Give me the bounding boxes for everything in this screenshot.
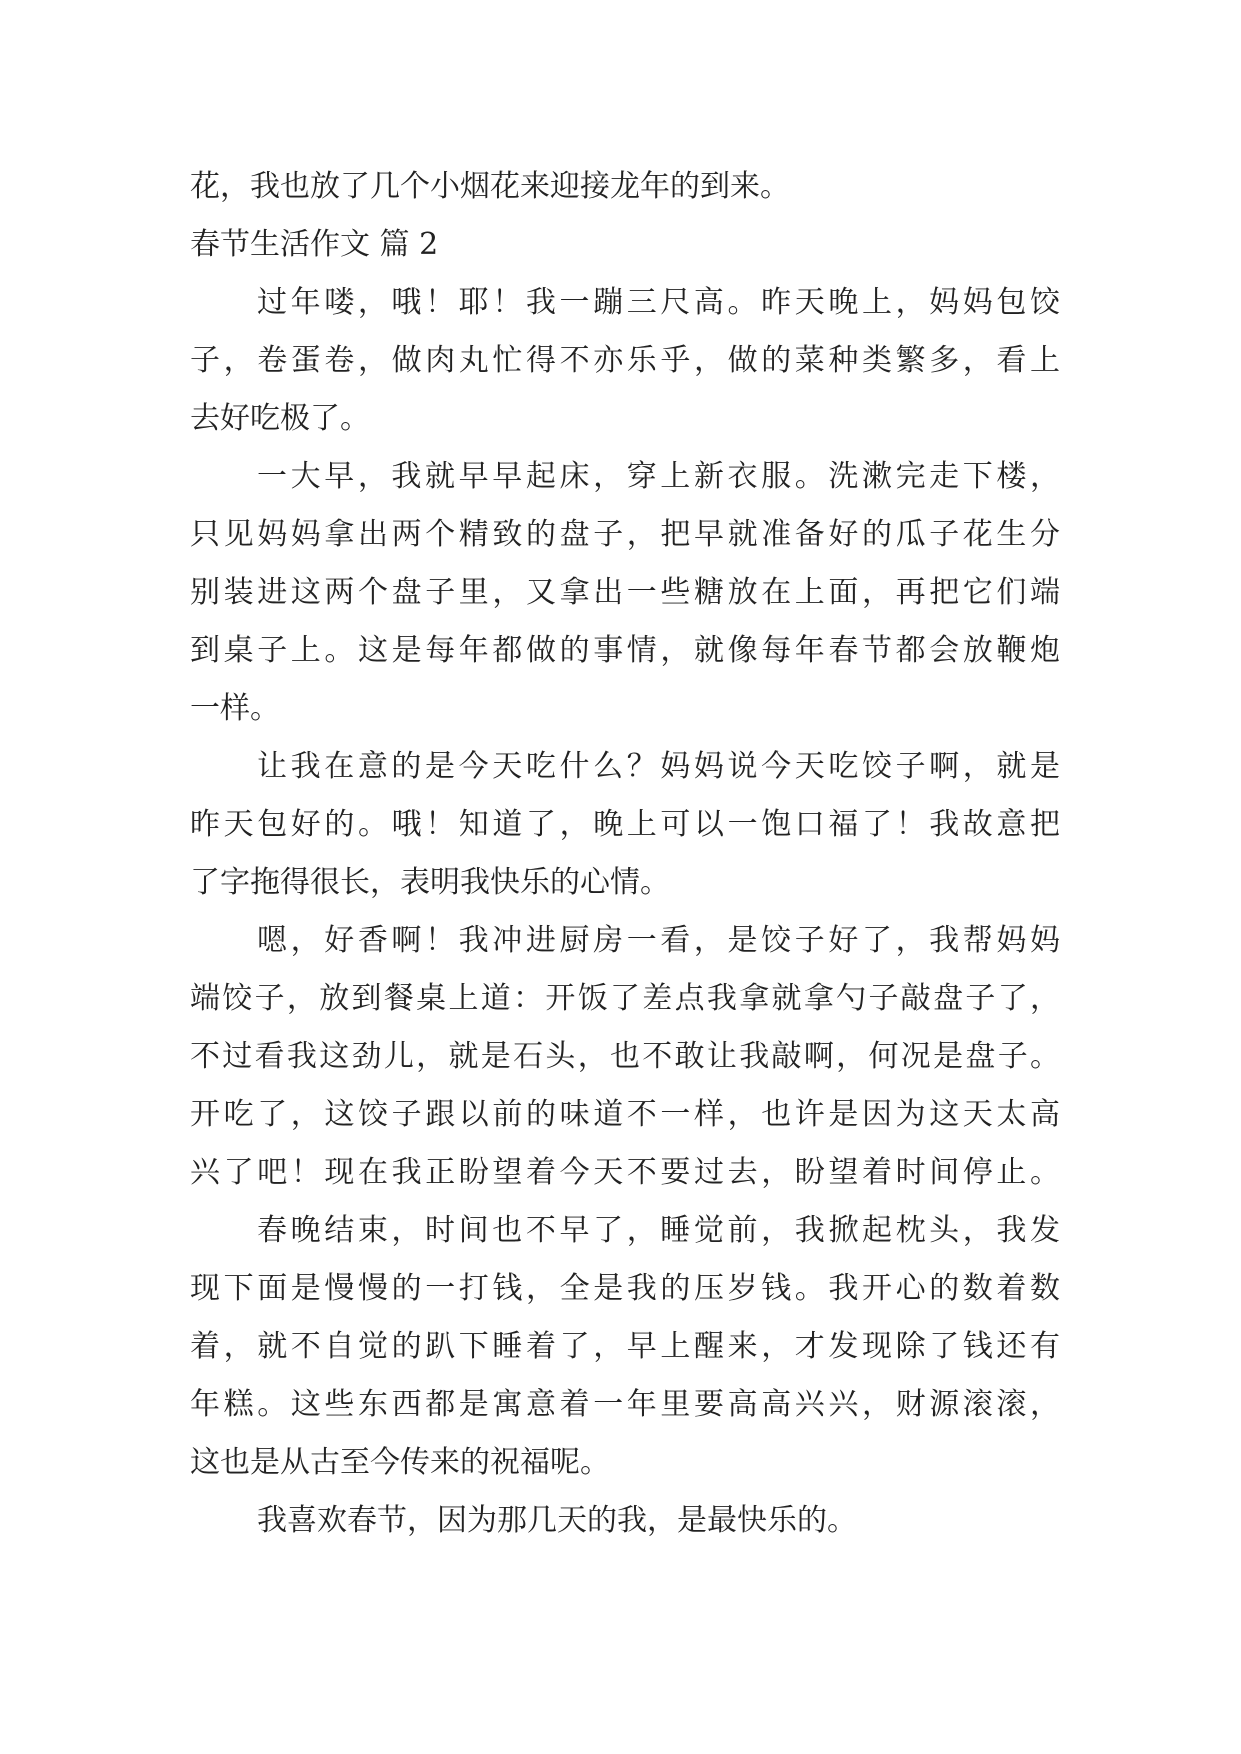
paragraph: [190, 1492, 1060, 1550]
paragraph-line: 端饺子，放到餐桌上道：开饭了差点我拿就拿勺子敲盘子了，: [190, 981, 1060, 1016]
paragraph-line: 一样。: [190, 691, 280, 726]
paragraph-line: 过年喽，哦！耶！我一蹦三尺高。昨天晚上，妈妈包饺: [257, 285, 1060, 320]
paragraph-line: 春晚结束，时间也不早了，睡觉前，我掀起枕头，我发: [257, 1213, 1060, 1248]
paragraph-line: 子，卷蛋卷，做肉丸忙得不亦乐乎，做的菜种类繁多，看上: [190, 343, 1060, 378]
paragraph: [190, 274, 1060, 448]
essay-body: [190, 158, 1060, 1550]
section-title: 春节生活作文 篇 2: [190, 227, 439, 262]
paragraph-line: 我喜欢春节，因为那几天的我，是最快乐的。: [257, 1503, 857, 1538]
carryover-line: 花，我也放了几个小烟花来迎接龙年的到来。: [190, 169, 790, 204]
paragraph-line: 嗯，好香啊！我冲进厨房一看，是饺子好了，我帮妈妈: [257, 923, 1060, 958]
paragraph: [190, 448, 1060, 738]
paragraph-line: 着，就不自觉的趴下睡着了，早上醒来，才发现除了钱还有: [190, 1329, 1060, 1364]
paragraph: [190, 1202, 1060, 1492]
paragraph-line: 了字拖得很长，表明我快乐的心情。: [190, 865, 670, 900]
paragraph-line: 到桌子上。这是每年都做的事情，就像每年春节都会放鞭炮: [190, 633, 1060, 668]
paragraph-line: 别装进这两个盘子里，又拿出一些糖放在上面，再把它们端: [190, 575, 1060, 610]
paragraph-line: 只见妈妈拿出两个精致的盘子，把早就准备好的瓜子花生分: [190, 517, 1060, 552]
paragraph-line: 开吃了，这饺子跟以前的味道不一样，也许是因为这天太高: [190, 1097, 1060, 1132]
paragraph: [190, 738, 1060, 912]
paragraph-line: 让我在意的是今天吃什么？妈妈说今天吃饺子啊，就是: [257, 749, 1060, 784]
paragraph-line: 兴了吧！现在我正盼望着今天不要过去，盼望着时间停止。: [190, 1155, 1060, 1190]
paragraph: [190, 912, 1060, 1202]
paragraph-line: 不过看我这劲儿，就是石头，也不敢让我敲啊，何况是盘子。: [190, 1039, 1060, 1074]
paragraph-line: 年糕。这些东西都是寓意着一年里要高高兴兴，财源滚滚，: [190, 1387, 1060, 1422]
paragraph-line: 去好吃极了。: [190, 401, 370, 436]
paragraph-line: 昨天包好的。哦！知道了，晚上可以一饱口福了！我故意把: [190, 807, 1060, 842]
paragraph-line: 现下面是慢慢的一打钱，全是我的压岁钱。我开心的数着数: [190, 1271, 1060, 1306]
paragraph-line: 这也是从古至今传来的祝福呢。: [190, 1445, 610, 1480]
paragraph-line: 一大早，我就早早起床，穿上新衣服。洗漱完走下楼，: [257, 459, 1060, 494]
